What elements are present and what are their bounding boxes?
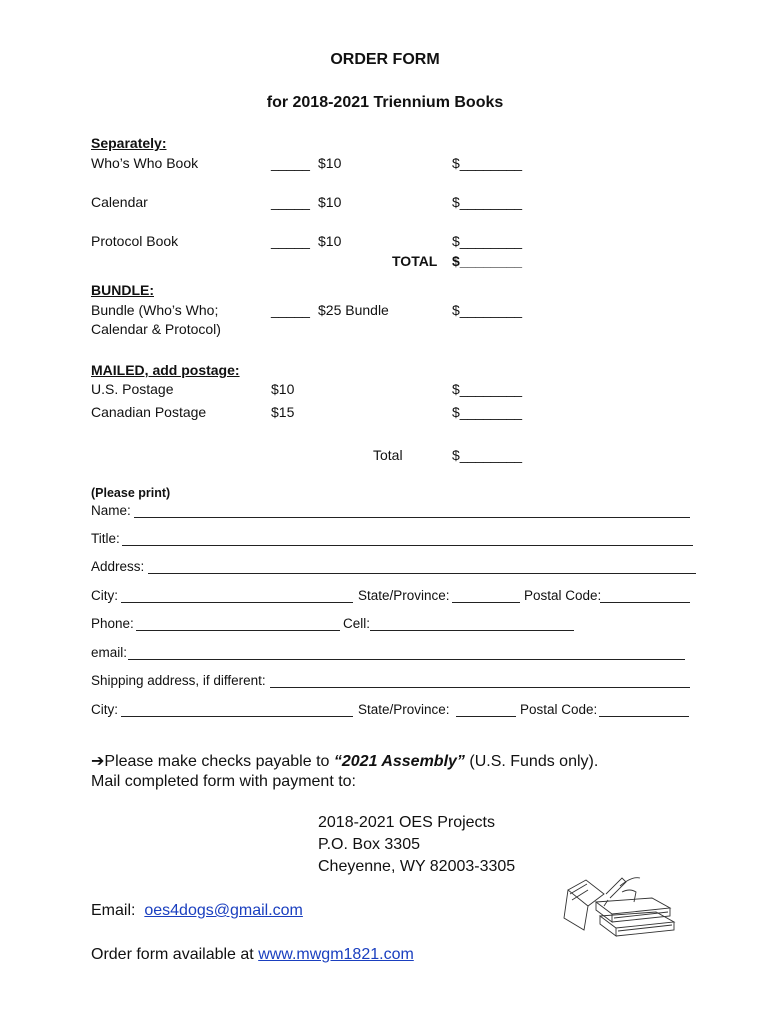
state-field[interactable] xyxy=(452,602,520,603)
address-label: Address: xyxy=(91,559,145,574)
title-label: Title: xyxy=(91,531,120,546)
shipping-label: Shipping address, if different: xyxy=(91,673,266,688)
amount-blank[interactable]: $________ xyxy=(452,155,523,171)
mail-instruction: Mail completed form with payment to: xyxy=(91,773,356,790)
website-prefix: Order form available at xyxy=(91,946,259,963)
city-field[interactable] xyxy=(121,602,353,603)
amount-blank[interactable]: $________ xyxy=(452,381,523,397)
phone-label: Phone: xyxy=(91,616,134,631)
amount-blank[interactable]: $________ xyxy=(452,233,523,249)
mailed-heading: MAILED, add postage: xyxy=(91,362,240,378)
city-label: City: xyxy=(91,588,118,603)
address-line: P.O. Box 3305 xyxy=(318,836,420,853)
postal2-label: Postal Code: xyxy=(520,702,598,717)
name-label: Name: xyxy=(91,503,131,518)
grand-total-label: Total xyxy=(373,447,403,463)
item-label: Calendar xyxy=(91,194,148,210)
postage-price: $15 xyxy=(271,404,295,420)
email-field-label: email: xyxy=(91,645,128,660)
phone-field[interactable] xyxy=(136,630,340,631)
state2-field[interactable] xyxy=(456,716,516,717)
item-label: Protocol Book xyxy=(91,233,179,249)
qty-blank[interactable]: _____ xyxy=(271,155,310,171)
bundle-heading: BUNDLE: xyxy=(91,282,154,298)
separately-heading: Separately: xyxy=(91,135,167,151)
address-field[interactable] xyxy=(148,573,696,574)
postal-label: Postal Code: xyxy=(524,588,602,603)
checks-suffix: (U.S. Funds only). xyxy=(464,753,599,770)
form-title: ORDER FORM xyxy=(330,51,440,68)
postage-label: U.S. Postage xyxy=(91,381,174,397)
item-label: Who’s Who Book xyxy=(91,155,199,171)
item-price: $10 xyxy=(318,155,342,171)
bundle-label: Bundle (Who’s Who; xyxy=(91,302,219,318)
website-link[interactable]: www.mwgm1821.com xyxy=(258,946,414,963)
title-field[interactable] xyxy=(122,545,693,546)
email-link[interactable]: oes4dogs@gmail.com xyxy=(144,902,303,919)
payee-name: “2021 Assembly” xyxy=(333,753,465,770)
checks-prefix: Please make checks payable to xyxy=(104,753,334,770)
name-field[interactable] xyxy=(134,517,690,518)
shipping-field[interactable] xyxy=(270,687,690,688)
email-row xyxy=(91,902,303,920)
address-line: Cheyenne, WY 82003-3305 xyxy=(318,858,516,875)
postage-label: Canadian Postage xyxy=(91,404,207,420)
bundle-label-continued: Calendar & Protocol) xyxy=(91,321,221,337)
state2-label: State/Province: xyxy=(358,702,450,717)
bundle-price: $25 Bundle xyxy=(318,302,389,318)
amount-blank[interactable]: $________ xyxy=(452,194,523,210)
postal-field[interactable] xyxy=(600,602,690,603)
website-row xyxy=(91,946,414,964)
postal2-field[interactable] xyxy=(599,716,689,717)
item-price: $10 xyxy=(318,194,342,210)
qty-blank[interactable]: _____ xyxy=(271,194,310,210)
cell-label: Cell: xyxy=(343,616,371,631)
postage-price: $10 xyxy=(271,381,295,397)
item-price: $10 xyxy=(318,233,342,249)
form-subtitle: for 2018-2021 Triennium Books xyxy=(266,94,504,111)
amount-blank[interactable]: $________ xyxy=(452,302,523,318)
address-line: 2018-2021 OES Projects xyxy=(318,814,495,831)
qty-blank[interactable]: _____ xyxy=(271,302,310,318)
please-print-note: (Please print) xyxy=(91,486,171,500)
arrow-icon: ➔ xyxy=(91,753,105,770)
books-illustration-icon xyxy=(560,872,685,944)
state-label: State/Province: xyxy=(358,588,450,603)
city2-field[interactable] xyxy=(121,716,353,717)
qty-blank[interactable]: _____ xyxy=(271,233,310,249)
email-field[interactable] xyxy=(128,659,685,660)
grand-total-amount[interactable]: $________ xyxy=(452,447,523,463)
total-amount[interactable]: $________ xyxy=(452,253,523,269)
city2-label: City: xyxy=(91,702,118,717)
payment-instruction xyxy=(91,751,598,771)
cell-field[interactable] xyxy=(370,630,574,631)
amount-blank[interactable]: $________ xyxy=(452,404,523,420)
total-label: TOTAL xyxy=(392,253,438,269)
email-label: Email: xyxy=(91,902,136,919)
